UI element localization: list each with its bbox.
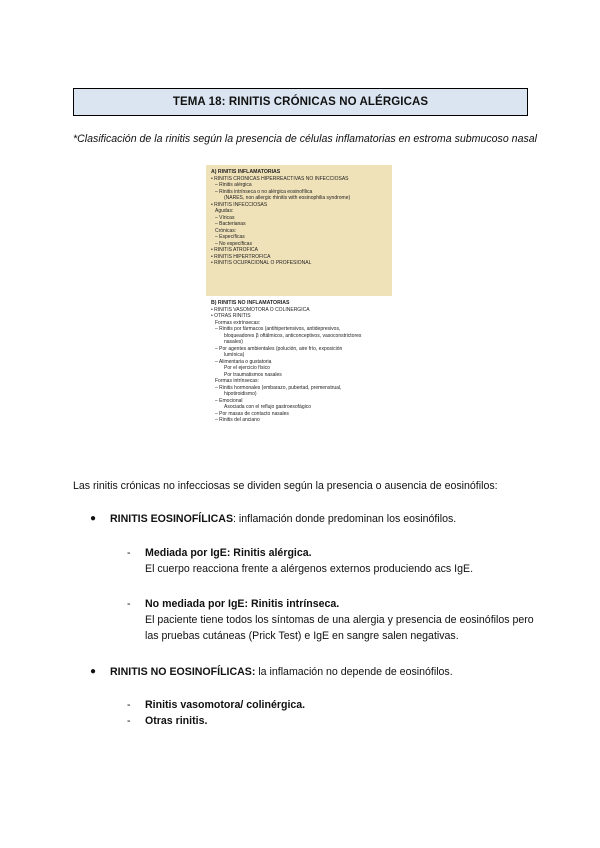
figure-line: – Por masas de contacto nasales xyxy=(215,410,289,417)
sub-item-ige-mediated xyxy=(127,545,545,577)
dash-marker: - xyxy=(127,715,131,727)
figure-line: lumínica) xyxy=(224,352,245,358)
bullet-heading: RINITIS NO EOSINOFÍLICAS: xyxy=(110,666,256,678)
bullet-eosinophilic xyxy=(90,511,456,527)
intro-paragraph: Las rinitis crónicas no infecciosas se dividen según la presencia o ausencia de eosinófilos: xyxy=(73,480,498,492)
figure-line: – Rinitis por fármacos (antihipertensivos, antidepresivos, xyxy=(215,326,341,332)
bullet-marker: ● xyxy=(90,513,97,524)
figure-line: Por el ejercicio físico xyxy=(224,365,270,371)
figure-line: B) RINITIS NO INFLAMATORIAS xyxy=(211,300,290,306)
figure-caption: *Clasificación de la rinitis según la presencia de células inflamatorias en estroma submucoso nasal xyxy=(73,133,538,145)
sub-item-body xyxy=(145,596,545,644)
bullet-heading: RINITIS EOSINOFÍLICAS xyxy=(110,513,234,525)
figure-line: – Rinitis del anciano xyxy=(215,417,260,423)
sub-item-non-ige-mediated xyxy=(127,596,545,644)
bullet-marker: ● xyxy=(90,666,97,677)
figure-line: (NARES, non allergic rhinitis with eosinophilia syndrome) xyxy=(224,195,351,201)
figure-line: – Rinitis hormonales (embarazo, pubertad, premenstrual, xyxy=(215,384,342,391)
figure-line: • RINITIS HIPERTRÓFICA xyxy=(211,253,271,260)
sub-item-heading: Rinitis vasomotora/ colinérgica. xyxy=(145,699,306,711)
sub-item-heading: Otras rinitis. xyxy=(145,715,208,727)
figure-line: – Rinitis alérgica xyxy=(215,182,252,188)
figure-line: • OTRAS RINITIS xyxy=(211,313,251,319)
figure-line: – Emocional xyxy=(215,397,243,404)
figure-line: – Víricas xyxy=(215,214,235,221)
figure-line: hipotiroidismo) xyxy=(224,391,257,397)
figure-line: Asociada con el reflujo gastroesofágico xyxy=(224,404,311,410)
figure-line: Por traumatismos nasales xyxy=(224,371,282,378)
sub-item-heading: No mediada por IgE: Rinitis intrínseca. xyxy=(145,598,340,610)
bullet-non-eosinophilic xyxy=(90,664,453,680)
figure-line: – Alimentaria o gustatoria xyxy=(215,358,272,365)
figure-line: – Bacterianas xyxy=(215,221,246,227)
sub-item-other xyxy=(127,713,545,729)
figure-section-non-inflammatory xyxy=(206,296,392,453)
classification-figure xyxy=(206,165,392,453)
bullet-text xyxy=(110,511,456,527)
figure-section-inflammatory xyxy=(206,165,392,296)
figure-line: Crónicas: xyxy=(215,227,237,234)
figure-line: nasales) xyxy=(224,339,243,345)
sub-item-text: El paciente tiene todos los síntomas de una alergia y presencia de eosinófilos pero las pruebas cutáneas (Prick Test) e IgE en sangre salen negativas. xyxy=(145,614,534,642)
figure-line: Formas intrínsecas: xyxy=(215,378,259,384)
figure-line: – Por agentes ambientales (polución, aire frío, exposición xyxy=(215,345,343,352)
figure-line: • RINITIS OCUPACIONAL O PROFESIONAL xyxy=(211,260,312,266)
sub-item-body xyxy=(145,697,545,713)
figure-line: Agudas: xyxy=(215,208,234,214)
figure-line: • RINITIS ATRÓFICA xyxy=(211,247,258,253)
bullet-description: : inflamación donde predominan los eosinófilos. xyxy=(233,513,457,525)
figure-line: – No específicas xyxy=(215,240,252,247)
figure-line: • RINITIS VASOMOTORA O COLINÉRGICA xyxy=(211,306,310,313)
page-title-box xyxy=(73,88,528,116)
dash-marker: - xyxy=(127,699,131,711)
sub-item-body xyxy=(145,713,545,729)
dash-marker: - xyxy=(127,547,131,559)
sub-item-heading: Mediada por IgE: Rinitis alérgica. xyxy=(145,547,312,559)
sub-item-text: El cuerpo reacciona frente a alérgenos externos produciendo acs IgE. xyxy=(145,563,474,575)
figure-line: – Rinitis intrínseca o no alérgica eosinofílica xyxy=(215,188,313,195)
figure-line: Formas extrínsecas: xyxy=(215,319,261,326)
figure-line: bloqueadores β oftálmicos, anticonceptivos, vasoconstrictores xyxy=(224,332,362,339)
dash-marker: - xyxy=(127,598,131,610)
page-title: TEMA 18: RINITIS CRÓNICAS NO ALÉRGICAS xyxy=(172,96,429,108)
sub-item-vasomotor xyxy=(127,697,545,713)
figure-line: – Específicas xyxy=(215,234,245,240)
sub-item-body xyxy=(145,545,545,577)
bullet-description: la inflamación no depende de eosinófilos. xyxy=(255,666,453,678)
figure-line: • RINITIS CRÓNICAS HIPERREACTIVAS NO INFECCIOSAS xyxy=(211,175,349,182)
bullet-text xyxy=(110,664,453,680)
figure-line: A) RINITIS INFLAMATORIAS xyxy=(211,169,281,175)
figure-line: • RINITIS INFECCIOSAS xyxy=(211,201,268,208)
